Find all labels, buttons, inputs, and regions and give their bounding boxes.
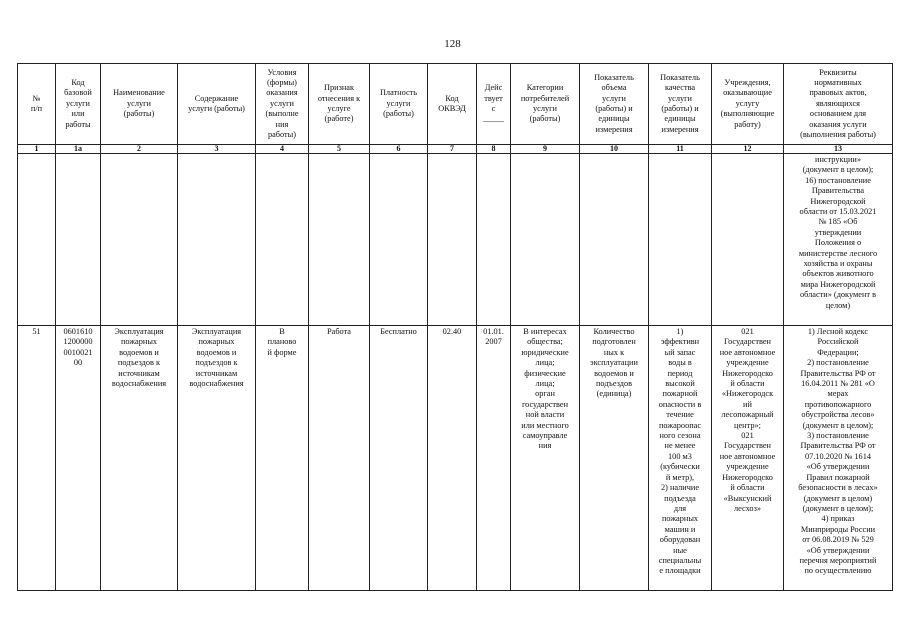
valid-from-date: 01.01. 2007 — [477, 326, 511, 591]
service-code: 0601610 1200000 0010021 00 — [56, 326, 101, 591]
column-number: 3 — [178, 145, 256, 154]
column-number: 6 — [370, 145, 428, 154]
header-col-volume: Показатель объема услуги (работы) и единицы измерения — [580, 64, 649, 145]
empty-cell — [309, 154, 370, 326]
header-col-institutions: Учреждения, оказывающие услугу (выполняющие работу) — [712, 64, 784, 145]
legal-acts-continuation: инструкции» (документ в целом); 16) постановление Правительства Нижегородской области от 15.03.2021 № 185 «Об утверждении Положения о министерстве лесного хозяйства и охраны объектов животного мира Нижегородской области» (документ в целом) — [784, 154, 893, 326]
empty-cell — [580, 154, 649, 326]
row-number: 51 — [18, 326, 56, 591]
table-row — [18, 326, 893, 591]
quality-indicator: 1) эффективн ый запас воды в период высокой пожарной опасности в течение пожароопас ного сезона не менее 100 м3 (кубически й метр), 2) наличие подъезда для пожарных машин и оборудован ные специальны е площадки — [649, 326, 712, 591]
empty-cell — [477, 154, 511, 326]
empty-cell — [56, 154, 101, 326]
column-number: 1а — [56, 145, 101, 154]
service-content: Эксплуатация пожарных водоемов и подъездов к источникам водоснабжения — [178, 326, 256, 591]
header-col-quality: Показатель качества услуги (работы) и единицы измерения — [649, 64, 712, 145]
empty-cell — [370, 154, 428, 326]
header-col-name: Наименование услуги (работы) — [101, 64, 178, 145]
service-payment: Бесплатно — [370, 326, 428, 591]
okved-code: 02.40 — [428, 326, 477, 591]
institutions: 021 Государствен ное автономное учреждение Нижегородско й области «Нижегородск ий лесопожарный центр»; 021 Государствен ное автономное учреждение Нижегородско й области «Выксунский лесхоз» — [712, 326, 784, 591]
column-number: 1 — [18, 145, 56, 154]
column-number: 8 — [477, 145, 511, 154]
consumer-categories: В интересах общества; юридические лица; физические лица; орган государствен ной власти или местного самоуправле ния — [511, 326, 580, 591]
service-sign: Работа — [309, 326, 370, 591]
legal-acts: 1) Лесной кодекс Российской Федерации; 2) постановление Правительства РФ от 16.04.2011 № 281 «О мерах противопожарного обустройства лесов» (документ в целом); 3) постановление Правительства РФ от 07.10.2020 № 1614 «Об утверждении Правил пожарной безопасности в лесах» (документ в целом) (документ в целом); 4) приказ Минприроды России от 06.08.2019 № 529 «Об утверждении перечня мероприятий по осуществлению — [784, 326, 893, 591]
header-col-payment: Платность услуги (работы) — [370, 64, 428, 145]
empty-cell — [256, 154, 309, 326]
column-number: 7 — [428, 145, 477, 154]
column-number: 10 — [580, 145, 649, 154]
column-number: 2 — [101, 145, 178, 154]
header-col-okved: Код ОКВЭД — [428, 64, 477, 145]
header-col-valid: Дейс твует с _____ — [477, 64, 511, 145]
column-number: 13 — [784, 145, 893, 154]
empty-cell — [428, 154, 477, 326]
services-table — [17, 63, 893, 591]
volume-indicator: Количество подготовлен ных к эксплуатации водоемов и подъездов (единица) — [580, 326, 649, 591]
column-number: 9 — [511, 145, 580, 154]
empty-cell — [101, 154, 178, 326]
column-number: 4 — [256, 145, 309, 154]
service-name: Эксплуатация пожарных водоемов и подъездов к источникам водоснабжения — [101, 326, 178, 591]
header-col-sign: Признак отнесения к услуге (работе) — [309, 64, 370, 145]
empty-cell — [712, 154, 784, 326]
empty-cell — [18, 154, 56, 326]
header-row — [18, 64, 893, 145]
header-col-conditions: Условия (формы) оказания услуги (выполне ния работы) — [256, 64, 309, 145]
empty-cell — [649, 154, 712, 326]
header-col-code: Код базовой услуги или работы — [56, 64, 101, 145]
service-conditions: В планово й форме — [256, 326, 309, 591]
empty-cell — [178, 154, 256, 326]
page-number: 128 — [444, 38, 461, 50]
empty-cell — [511, 154, 580, 326]
header-col-content: Содержание услуги (работы) — [178, 64, 256, 145]
column-number: 5 — [309, 145, 370, 154]
header-col-num: № п/п — [18, 64, 56, 145]
header-col-acts: Реквизиты нормативных правовых актов, являющихся основанием для оказания услуги (выполнения работы) — [784, 64, 893, 145]
column-number-row — [18, 145, 893, 154]
column-number: 12 — [712, 145, 784, 154]
column-number: 11 — [649, 145, 712, 154]
continuation-row — [18, 154, 893, 326]
header-col-consumers: Категории потребителей услуги (работы) — [511, 64, 580, 145]
